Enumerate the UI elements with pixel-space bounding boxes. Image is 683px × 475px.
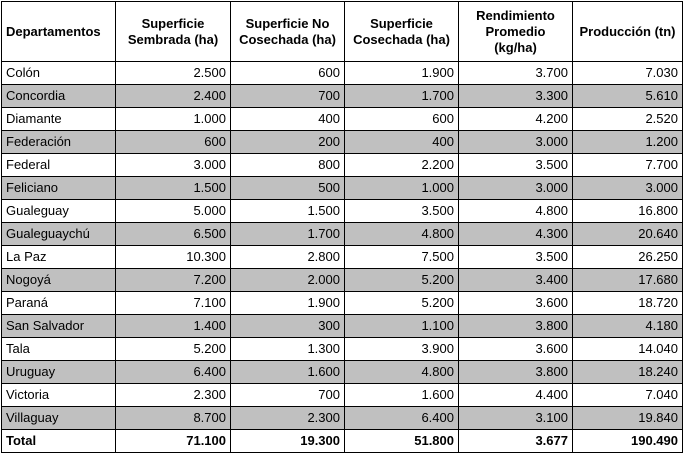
- cell-superficie-no-cosechada: 1.600: [231, 361, 345, 384]
- cell-superficie-no-cosechada: 1.500: [231, 200, 345, 223]
- cell-superficie-sembrada: 1.400: [116, 315, 231, 338]
- cell-superficie-no-cosechada: 400: [231, 108, 345, 131]
- cell-superficie-sembrada: 7.200: [116, 269, 231, 292]
- cell-superficie-no-cosechada: 1.900: [231, 292, 345, 315]
- cell-produccion: 2.520: [573, 108, 683, 131]
- table-row: [2, 108, 683, 131]
- cell-rendimiento-promedio: 4.400: [459, 384, 573, 407]
- cell-superficie-sembrada: 8.700: [116, 407, 231, 430]
- cell-produccion: 16.800: [573, 200, 683, 223]
- cell-superficie-sembrada: 2.400: [116, 85, 231, 108]
- cell-superficie-sembrada: 7.100: [116, 292, 231, 315]
- cell-produccion: 7.030: [573, 62, 683, 85]
- cell-departamento: Gualeguay: [2, 200, 116, 223]
- cell-produccion: 7.040: [573, 384, 683, 407]
- cell-produccion: 20.640: [573, 223, 683, 246]
- cell-superficie-cosechada: 7.500: [345, 246, 459, 269]
- cell-superficie-sembrada: 3.000: [116, 154, 231, 177]
- header-departamentos: Departamentos: [2, 2, 116, 62]
- table-header: [2, 2, 683, 62]
- cell-superficie-sembrada: 6.400: [116, 361, 231, 384]
- cell-departamento: Victoria: [2, 384, 116, 407]
- total-superficie-cosechada: 51.800: [345, 430, 459, 453]
- cell-rendimiento-promedio: 3.600: [459, 292, 573, 315]
- table-row: [2, 407, 683, 430]
- cell-departamento: Federal: [2, 154, 116, 177]
- header-row: [2, 2, 683, 62]
- cell-departamento: Uruguay: [2, 361, 116, 384]
- cell-superficie-cosechada: 400: [345, 131, 459, 154]
- table-row: [2, 62, 683, 85]
- cell-departamento: Federación: [2, 131, 116, 154]
- cell-superficie-cosechada: 5.200: [345, 292, 459, 315]
- header-produccion: Producción (tn): [573, 2, 683, 62]
- cell-superficie-cosechada: 6.400: [345, 407, 459, 430]
- cell-superficie-no-cosechada: 1.700: [231, 223, 345, 246]
- cell-departamento: Paraná: [2, 292, 116, 315]
- cell-rendimiento-promedio: 3.500: [459, 154, 573, 177]
- table-footer: [2, 430, 683, 453]
- table-row: [2, 361, 683, 384]
- cell-superficie-no-cosechada: 700: [231, 384, 345, 407]
- total-superficie-no-cosechada: 19.300: [231, 430, 345, 453]
- cell-superficie-cosechada: 1.700: [345, 85, 459, 108]
- cell-superficie-cosechada: 5.200: [345, 269, 459, 292]
- cell-superficie-cosechada: 1.600: [345, 384, 459, 407]
- cell-superficie-sembrada: 2.300: [116, 384, 231, 407]
- cell-departamento: Villaguay: [2, 407, 116, 430]
- cell-departamento: Nogoyá: [2, 269, 116, 292]
- cell-produccion: 5.610: [573, 85, 683, 108]
- cell-superficie-cosechada: 3.900: [345, 338, 459, 361]
- cell-produccion: 17.680: [573, 269, 683, 292]
- cell-rendimiento-promedio: 3.500: [459, 246, 573, 269]
- cell-superficie-cosechada: 3.500: [345, 200, 459, 223]
- cell-superficie-no-cosechada: 600: [231, 62, 345, 85]
- table-row: [2, 315, 683, 338]
- total-label: Total: [2, 430, 116, 453]
- header-superficie-no-cosechada: Superficie No Cosechada (ha): [231, 2, 345, 62]
- table-row: [2, 177, 683, 200]
- table-row: [2, 338, 683, 361]
- cell-superficie-no-cosechada: 800: [231, 154, 345, 177]
- cell-superficie-no-cosechada: 700: [231, 85, 345, 108]
- cell-rendimiento-promedio: 3.400: [459, 269, 573, 292]
- cell-produccion: 18.720: [573, 292, 683, 315]
- cell-rendimiento-promedio: 4.300: [459, 223, 573, 246]
- cell-rendimiento-promedio: 3.000: [459, 131, 573, 154]
- cell-rendimiento-promedio: 3.800: [459, 315, 573, 338]
- table-row: [2, 85, 683, 108]
- cell-departamento: Feliciano: [2, 177, 116, 200]
- cell-produccion: 4.180: [573, 315, 683, 338]
- cell-superficie-cosechada: 1.000: [345, 177, 459, 200]
- table-body: [2, 62, 683, 430]
- cell-superficie-sembrada: 1.000: [116, 108, 231, 131]
- cell-superficie-no-cosechada: 1.300: [231, 338, 345, 361]
- cell-rendimiento-promedio: 3.800: [459, 361, 573, 384]
- table-row: [2, 154, 683, 177]
- cell-superficie-sembrada: 10.300: [116, 246, 231, 269]
- cell-superficie-no-cosechada: 2.000: [231, 269, 345, 292]
- cell-superficie-sembrada: 600: [116, 131, 231, 154]
- cell-departamento: Diamante: [2, 108, 116, 131]
- cell-superficie-sembrada: 2.500: [116, 62, 231, 85]
- production-table: [1, 1, 683, 453]
- cell-rendimiento-promedio: 3.700: [459, 62, 573, 85]
- cell-superficie-no-cosechada: 300: [231, 315, 345, 338]
- cell-departamento: Concordia: [2, 85, 116, 108]
- total-superficie-sembrada: 71.100: [116, 430, 231, 453]
- cell-rendimiento-promedio: 3.600: [459, 338, 573, 361]
- header-superficie-sembrada: Superficie Sembrada (ha): [116, 2, 231, 62]
- cell-produccion: 1.200: [573, 131, 683, 154]
- cell-superficie-cosechada: 2.200: [345, 154, 459, 177]
- table-row: [2, 292, 683, 315]
- table-row: [2, 131, 683, 154]
- cell-produccion: 3.000: [573, 177, 683, 200]
- cell-rendimiento-promedio: 3.100: [459, 407, 573, 430]
- cell-superficie-sembrada: 5.200: [116, 338, 231, 361]
- total-rendimiento-promedio: 3.677: [459, 430, 573, 453]
- cell-superficie-sembrada: 5.000: [116, 200, 231, 223]
- cell-departamento: Tala: [2, 338, 116, 361]
- cell-superficie-sembrada: 6.500: [116, 223, 231, 246]
- cell-superficie-cosechada: 4.800: [345, 361, 459, 384]
- cell-departamento: Gualeguaychú: [2, 223, 116, 246]
- cell-superficie-no-cosechada: 2.800: [231, 246, 345, 269]
- cell-departamento: Colón: [2, 62, 116, 85]
- cell-rendimiento-promedio: 3.000: [459, 177, 573, 200]
- cell-produccion: 14.040: [573, 338, 683, 361]
- cell-superficie-cosechada: 1.900: [345, 62, 459, 85]
- cell-superficie-cosechada: 4.800: [345, 223, 459, 246]
- cell-superficie-cosechada: 1.100: [345, 315, 459, 338]
- cell-rendimiento-promedio: 4.800: [459, 200, 573, 223]
- cell-produccion: 19.840: [573, 407, 683, 430]
- table-row: [2, 223, 683, 246]
- cell-produccion: 18.240: [573, 361, 683, 384]
- cell-superficie-no-cosechada: 200: [231, 131, 345, 154]
- cell-superficie-sembrada: 1.500: [116, 177, 231, 200]
- cell-produccion: 26.250: [573, 246, 683, 269]
- table-row: [2, 246, 683, 269]
- table-row: [2, 200, 683, 223]
- cell-superficie-cosechada: 600: [345, 108, 459, 131]
- header-superficie-cosechada: Superficie Cosechada (ha): [345, 2, 459, 62]
- cell-rendimiento-promedio: 4.200: [459, 108, 573, 131]
- table-row: [2, 384, 683, 407]
- cell-superficie-no-cosechada: 500: [231, 177, 345, 200]
- cell-superficie-no-cosechada: 2.300: [231, 407, 345, 430]
- total-row: [2, 430, 683, 453]
- total-produccion: 190.490: [573, 430, 683, 453]
- cell-departamento: San Salvador: [2, 315, 116, 338]
- cell-rendimiento-promedio: 3.300: [459, 85, 573, 108]
- cell-produccion: 7.700: [573, 154, 683, 177]
- table-row: [2, 269, 683, 292]
- header-rendimiento-promedio: Rendimiento Promedio (kg/ha): [459, 2, 573, 62]
- cell-departamento: La Paz: [2, 246, 116, 269]
